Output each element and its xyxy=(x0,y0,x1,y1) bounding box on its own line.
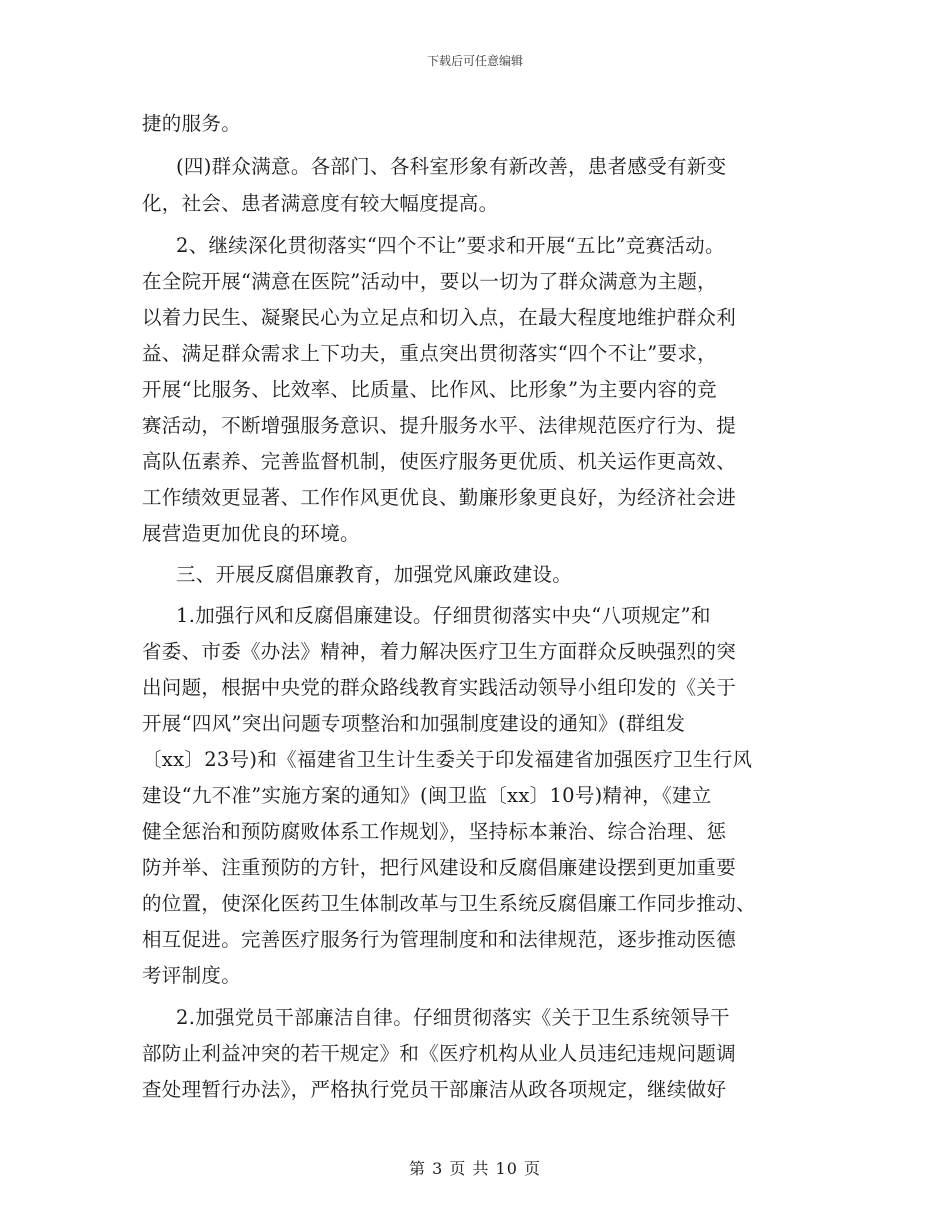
text-line: 捷的服务。 xyxy=(142,112,242,135)
text-line: 的位置，使深化医药卫生体制改革与卫生系统反腐倡廉工作同步推动、 xyxy=(142,892,756,915)
text-line: 部防止利益冲突的若干规定》和《医疗机构从业人员违纪违规问题调 xyxy=(142,1042,737,1065)
text-line: 防并举、注重预防的方针，把行风建设和反腐倡廉建设摆到更加重要 xyxy=(142,856,737,879)
text-line: 开展“四风”突出问题专项整治和加强制度建设的通知》(群组发 xyxy=(142,712,686,735)
text-line: 〔xx〕23号)和《福建省卫生计生委关于印发福建省加强医疗卫生行风 xyxy=(142,748,753,771)
text-line: 2.加强党员干部廉洁自律。仔细贯彻落实《关于卫生系统领导干 xyxy=(176,1006,730,1029)
text-line: 考评制度。 xyxy=(142,964,242,987)
text-line: 开展“比服务、比效率、比质量、比作风、比形象”为主要内容的竞 xyxy=(142,378,717,401)
text-line: 高队伍素养、完善监督机制，使医疗服务更优质、机关运作更高效、 xyxy=(142,450,737,473)
text-line: 以着力民生、凝聚民心为立足点和切入点，在最大程度地维护群众利 xyxy=(142,306,737,329)
text-line: 建设“九不准”实施方案的通知》(闽卫监〔xx〕10号)精神，《建立 xyxy=(142,784,712,807)
text-line: 2、继续深化贯彻落实“四个不让”要求和开展“五比”竞赛活动。 xyxy=(176,234,725,257)
page-header: 下载后可任意编辑 xyxy=(426,54,523,68)
text-line: 化，社会、患者满意度有较大幅度提高。 xyxy=(142,192,499,215)
text-line: 益、满足群众需求上下功夫，重点突出贯彻落实“四个不让”要求， xyxy=(142,342,717,365)
section-heading: 三、开展反腐倡廉教育，加强党风廉政建设。 xyxy=(176,563,573,586)
text-line: 相互促进。完善医疗服务行为管理制度和和法律规范，逐步推动医德 xyxy=(142,928,737,951)
text-line: 赛活动，不断增强服务意识、提升服务水平、法律规范医疗行为、提 xyxy=(142,414,737,437)
text-line: 在全院开展“满意在医院”活动中，要以一切为了群众满意为主题， xyxy=(142,270,717,293)
text-line: 工作绩效更显著、工作作风更优良、勤廉形象更良好，为经济社会进 xyxy=(142,486,737,509)
text-line: 展营造更加优良的环境。 xyxy=(142,522,360,545)
text-line: 查处理暂行办法》，严格执行党员干部廉洁从政各项规定，继续做好 xyxy=(142,1078,727,1101)
text-line: 健全惩治和预防腐败体系工作规划》，坚持标本兼治、综合治理、惩 xyxy=(142,820,727,843)
page-number-footer: 第 3 页 共 10 页 xyxy=(409,1159,541,1178)
text-line: 出问题，根据中央党的群众路线教育实践活动领导小组印发的《关于 xyxy=(142,676,737,699)
text-line: 1.加强行风和反腐倡廉建设。仔细贯彻落实中央“八项规定”和 xyxy=(176,604,711,627)
text-line: (四)群众满意。各部门、各科室形象有新改善，患者感受有新变 xyxy=(176,155,727,178)
text-line: 省委、市委《办法》精神，着力解决医疗卫生方面群众反映强烈的突 xyxy=(142,640,737,663)
